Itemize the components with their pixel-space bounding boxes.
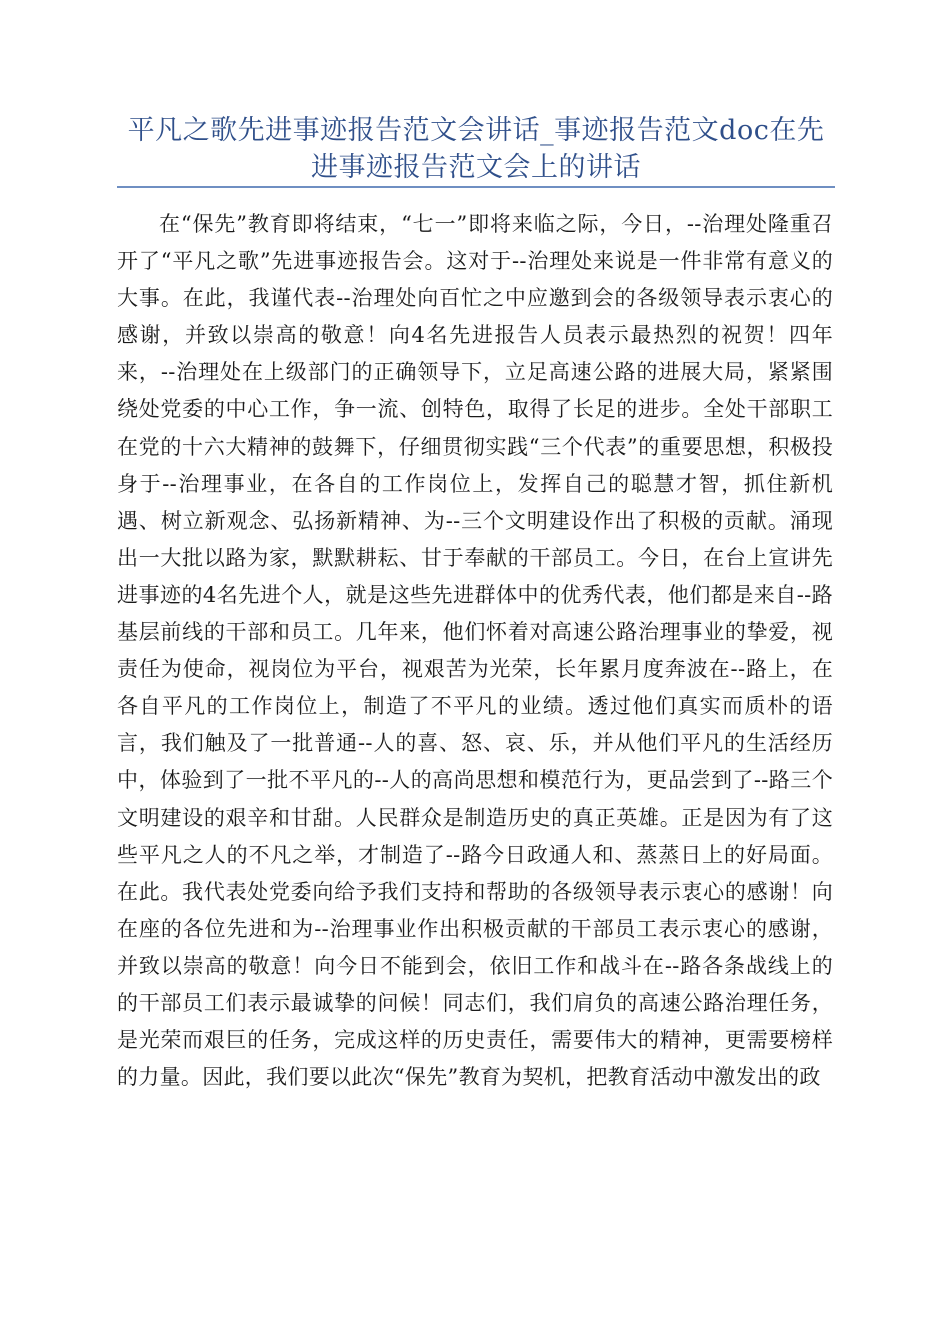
title-divider bbox=[117, 186, 835, 188]
body-paragraph: 在“保先”教育即将结束，“七一”即将来临之际，今日，--治理处隆重召开了“平凡之歌”先进事迹报告会。这对于--治理处来说是一件非常有意义的大事。在此，我谨代表--治理处向百忙之中应邀到会的各级领导表示衷心的感谢，并致以崇高的敬意！向4名先进报告人员表示最热烈的祝贺！四年来，--治理处在上级部门的正确领导下，立足高速公路的进展大局，紧紧围绕处党委的中心工作，争一流、创特色，取得了长足的进步。全处干部职工在党的十六大精神的鼓舞下，仔细贯彻实践“三个代表”的重要思想，积极投身于--治理事业，在各自的工作岗位上，发挥自己的聪慧才智，抓住新机遇、树立新观念、弘扬新精神、为--三个文明建设作出了积极的贡献。涌现出一大批以路为家，默默耕耘、甘于奉献的干部员工。今日，在台上宣讲先进事迹的4名先进个人，就是这些先进群体中的优秀代表，他们都是来自--路基层前线的干部和员工。几年来，他们怀着对高速公路治理事业的挚爱，视责任为使命，视岗位为平台，视艰苦为光荣，长年累月度奔波在--路上，在各自平凡的工作岗位上，制造了不平凡的业绩。透过他们真实而质朴的语言，我们触及了一批普通--人的喜、怒、哀、乐，并从他们平凡的生活经历中，体验到了一批不平凡的--人的高尚思想和模范行为，更品尝到了--路三个文明建设的艰辛和甘甜。人民群众是制造历史的真正英雄。正是因为有了这些平凡之人的不凡之举，才制造了--路今日政通人和、蒸蒸日上的好局面。在此。我代表处党委向给予我们支持和帮助的各级领导表示衷心的感谢！向在座的各位先进和为--治理事业作出积极贡献的干部员工表示衷心的感谢，并致以崇高的敬意！向今日不能到会，依旧工作和战斗在--路各条战线上的的干部员工们表示最诚挚的问候！同志们，我们肩负的高速公路治理任务，是光荣而艰巨的任务，完成这样的历史责任，需要伟大的精神，更需要榜样的力量。因此，我们要以此次“保先”教育为契机，把教育活动中激发出的政 bbox=[117, 212, 833, 1090]
document-title: 平凡之歌先进事迹报告范文会讲话_事迹报告范文doc在先进事迹报告范文会上的讲话 bbox=[127, 115, 825, 183]
